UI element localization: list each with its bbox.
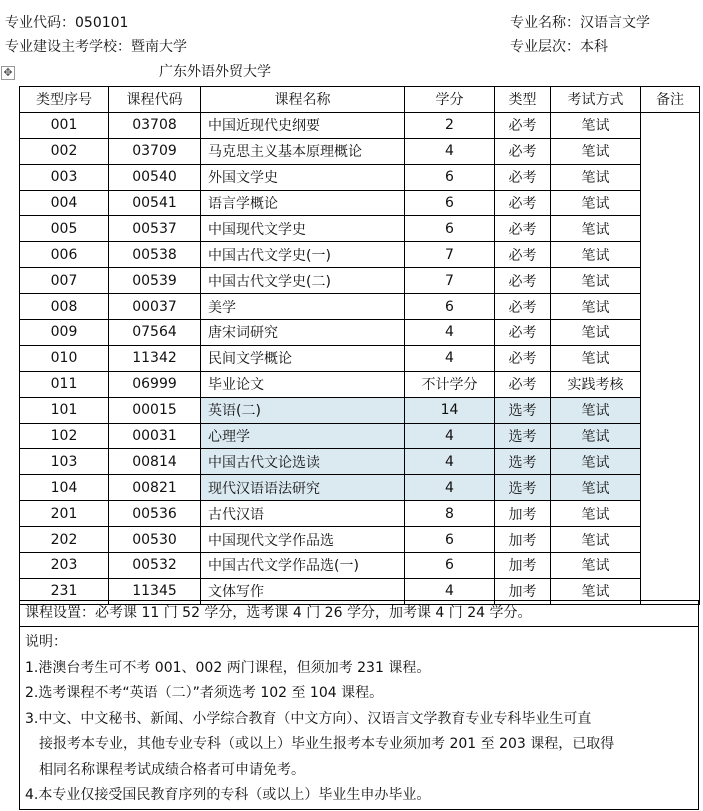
course-code: 00814 (109, 449, 201, 475)
exam-method: 笔试 (551, 449, 641, 475)
course-name: 中国近现代史纲要 (201, 112, 405, 138)
exam-method: 笔试 (551, 527, 641, 553)
table-row (20, 553, 700, 579)
note-item-3-line-2: 接报考本专业，其他专业专科（或以上）毕业生报考本专业须加考 201 至 203 课程，已取得 (39, 736, 615, 752)
course-seq: 001 (20, 112, 109, 138)
course-credit: 6 (405, 216, 495, 242)
header-type: 类型 (495, 87, 551, 113)
course-seq: 007 (20, 268, 109, 294)
course-type: 必考 (495, 294, 551, 320)
exam-method: 笔试 (551, 112, 641, 138)
course-name: 美学 (201, 294, 405, 320)
course-code: 00821 (109, 475, 201, 501)
course-credit: 4 (405, 138, 495, 164)
course-type: 选考 (495, 475, 551, 501)
course-code: 00530 (109, 527, 201, 553)
course-code: 00532 (109, 553, 201, 579)
course-type: 选考 (495, 449, 551, 475)
course-credit: 4 (405, 320, 495, 346)
course-seq: 103 (20, 449, 109, 475)
course-code: 00541 (109, 190, 201, 216)
course-type: 必考 (495, 216, 551, 242)
notes-section (20, 627, 699, 810)
header-name: 课程名称 (201, 87, 405, 113)
course-credit: 4 (405, 345, 495, 371)
exam-method: 笔试 (551, 345, 641, 371)
table-row (20, 164, 700, 190)
exam-method: 笔试 (551, 190, 641, 216)
course-credit: 6 (405, 294, 495, 320)
course-name: 语言学概论 (201, 190, 405, 216)
header-remark: 备注 (641, 87, 700, 113)
exam-method: 笔试 (551, 397, 641, 423)
course-seq: 011 (20, 371, 109, 397)
exam-method: 笔试 (551, 138, 641, 164)
exam-method: 笔试 (551, 216, 641, 242)
major-level: 专业层次：本科 (510, 39, 608, 55)
course-type: 加考 (495, 527, 551, 553)
course-code: 07564 (109, 320, 201, 346)
course-name: 中国现代文学史 (201, 216, 405, 242)
table-row (20, 397, 700, 423)
header-seq: 类型序号 (20, 87, 109, 113)
exam-method: 笔试 (551, 475, 641, 501)
course-type: 必考 (495, 164, 551, 190)
course-name: 心理学 (201, 423, 405, 449)
course-type: 必考 (495, 268, 551, 294)
course-seq: 104 (20, 475, 109, 501)
course-name: 中国现代文学作品选 (201, 527, 405, 553)
table-row (20, 501, 700, 527)
course-type: 选考 (495, 397, 551, 423)
course-seq: 002 (20, 138, 109, 164)
course-seq: 006 (20, 242, 109, 268)
exam-method: 笔试 (551, 320, 641, 346)
course-credit: 不计学分 (405, 371, 495, 397)
course-credit: 8 (405, 501, 495, 527)
course-credit: 14 (405, 397, 495, 423)
course-name: 中国古代文学史(二) (201, 268, 405, 294)
exam-method: 笔试 (551, 553, 641, 579)
course-code: 00539 (109, 268, 201, 294)
header-exam: 考试方式 (551, 87, 641, 113)
course-name: 文体写作 (201, 578, 405, 604)
course-code: 00031 (109, 423, 201, 449)
course-name: 中国古代文学作品选(一) (201, 553, 405, 579)
table-row (20, 294, 700, 320)
course-type: 必考 (495, 371, 551, 397)
course-code: 00037 (109, 294, 201, 320)
table-header-row (20, 87, 700, 113)
exam-method: 笔试 (551, 242, 641, 268)
course-name: 古代汉语 (201, 501, 405, 527)
course-seq: 004 (20, 190, 109, 216)
course-name: 马克思主义基本原理概论 (201, 138, 405, 164)
notes-table (19, 600, 699, 810)
note-item-3-line-1: 3.中文、中文秘书、新闻、小学综合教育（中文方向）、汉语言文学教育专业专科毕业生可直 (25, 710, 592, 727)
course-name: 唐宋词研究 (201, 320, 405, 346)
course-name: 民间文学概论 (201, 345, 405, 371)
exam-method: 笔试 (551, 294, 641, 320)
table-row (20, 423, 700, 449)
header-credit: 学分 (405, 87, 495, 113)
course-type: 必考 (495, 345, 551, 371)
course-credit: 4 (405, 423, 495, 449)
course-code: 00538 (109, 242, 201, 268)
course-type: 加考 (495, 501, 551, 527)
course-credit: 2 (405, 112, 495, 138)
course-code: 11342 (109, 345, 201, 371)
table-row (20, 527, 700, 553)
course-code: 03709 (109, 138, 201, 164)
table-row (20, 475, 700, 501)
course-code: 00536 (109, 501, 201, 527)
course-name: 英语(二) (201, 397, 405, 423)
course-seq: 202 (20, 527, 109, 553)
course-type: 加考 (495, 578, 551, 604)
course-name: 中国古代文学史(一) (201, 242, 405, 268)
exam-method: 笔试 (551, 578, 641, 604)
exam-method: 笔试 (551, 164, 641, 190)
note-item-2: 2.选考课程不考“英语（二）”者须选考 102 至 104 课程。 (25, 685, 384, 701)
course-type: 加考 (495, 553, 551, 579)
course-seq: 010 (20, 345, 109, 371)
note-item-1: 1.港澳台考生可不考 001、002 两门课程，但须加考 231 课程。 (25, 659, 431, 676)
course-type: 必考 (495, 190, 551, 216)
table-row (20, 216, 700, 242)
table-row (20, 242, 700, 268)
course-type: 必考 (495, 112, 551, 138)
course-credit: 6 (405, 190, 495, 216)
table-row (20, 138, 700, 164)
course-name: 现代汉语语法研究 (201, 475, 405, 501)
course-code: 03708 (109, 112, 201, 138)
course-credit: 6 (405, 527, 495, 553)
course-credit: 6 (405, 164, 495, 190)
table-row (20, 320, 700, 346)
course-credit: 7 (405, 268, 495, 294)
course-seq: 003 (20, 164, 109, 190)
course-type: 必考 (495, 320, 551, 346)
course-name: 中国古代文论选读 (201, 449, 405, 475)
header-code: 课程代码 (109, 87, 201, 113)
course-credit: 4 (405, 475, 495, 501)
note-item-3-line-3: 相同名称课程考试成绩合格者可申请免考。 (39, 761, 305, 778)
course-seq: 201 (20, 501, 109, 527)
table-move-handle-icon[interactable]: ✥ (1, 66, 15, 80)
course-seq: 101 (20, 397, 109, 423)
table-row (20, 371, 700, 397)
course-name: 外国文学史 (201, 164, 405, 190)
major-name: 专业名称：汉语言文学 (510, 15, 650, 31)
course-summary: 课程设置：必考课 11 门 52 学分，选考课 4 门 26 学分，加考课 4 门 24 学分。 (20, 601, 699, 627)
course-type: 必考 (495, 138, 551, 164)
course-credit: 4 (405, 449, 495, 475)
course-seq: 009 (20, 320, 109, 346)
course-credit: 7 (405, 242, 495, 268)
course-type: 必考 (495, 242, 551, 268)
host-schools-label: 专业建设主考学校：暨南大学 (5, 39, 187, 55)
course-credit: 4 (405, 578, 495, 604)
course-code: 11345 (109, 578, 201, 604)
exam-method: 实践考核 (551, 371, 641, 397)
course-seq: 005 (20, 216, 109, 242)
course-seq: 008 (20, 294, 109, 320)
course-name: 毕业论文 (201, 371, 405, 397)
major-code: 专业代码：050101 (5, 15, 129, 31)
notes-title: 说明： (25, 634, 67, 650)
remark-cell (641, 112, 700, 604)
table-row (20, 112, 700, 138)
course-seq: 231 (20, 578, 109, 604)
course-seq: 203 (20, 553, 109, 579)
course-table (19, 86, 700, 605)
note-item-4: 4.本专业仅接受国民教育序列的专科（或以上）毕业生申办毕业。 (25, 787, 431, 803)
course-type: 选考 (495, 423, 551, 449)
exam-method: 笔试 (551, 423, 641, 449)
exam-method: 笔试 (551, 501, 641, 527)
course-credit: 6 (405, 553, 495, 579)
host-school-2: 广东外语外贸大学 (159, 64, 271, 80)
table-row (20, 449, 700, 475)
table-row (20, 268, 700, 294)
exam-method: 笔试 (551, 268, 641, 294)
course-code: 06999 (109, 371, 201, 397)
table-row (20, 190, 700, 216)
course-code: 00540 (109, 164, 201, 190)
course-code: 00537 (109, 216, 201, 242)
course-code: 00015 (109, 397, 201, 423)
table-row (20, 345, 700, 371)
course-seq: 102 (20, 423, 109, 449)
